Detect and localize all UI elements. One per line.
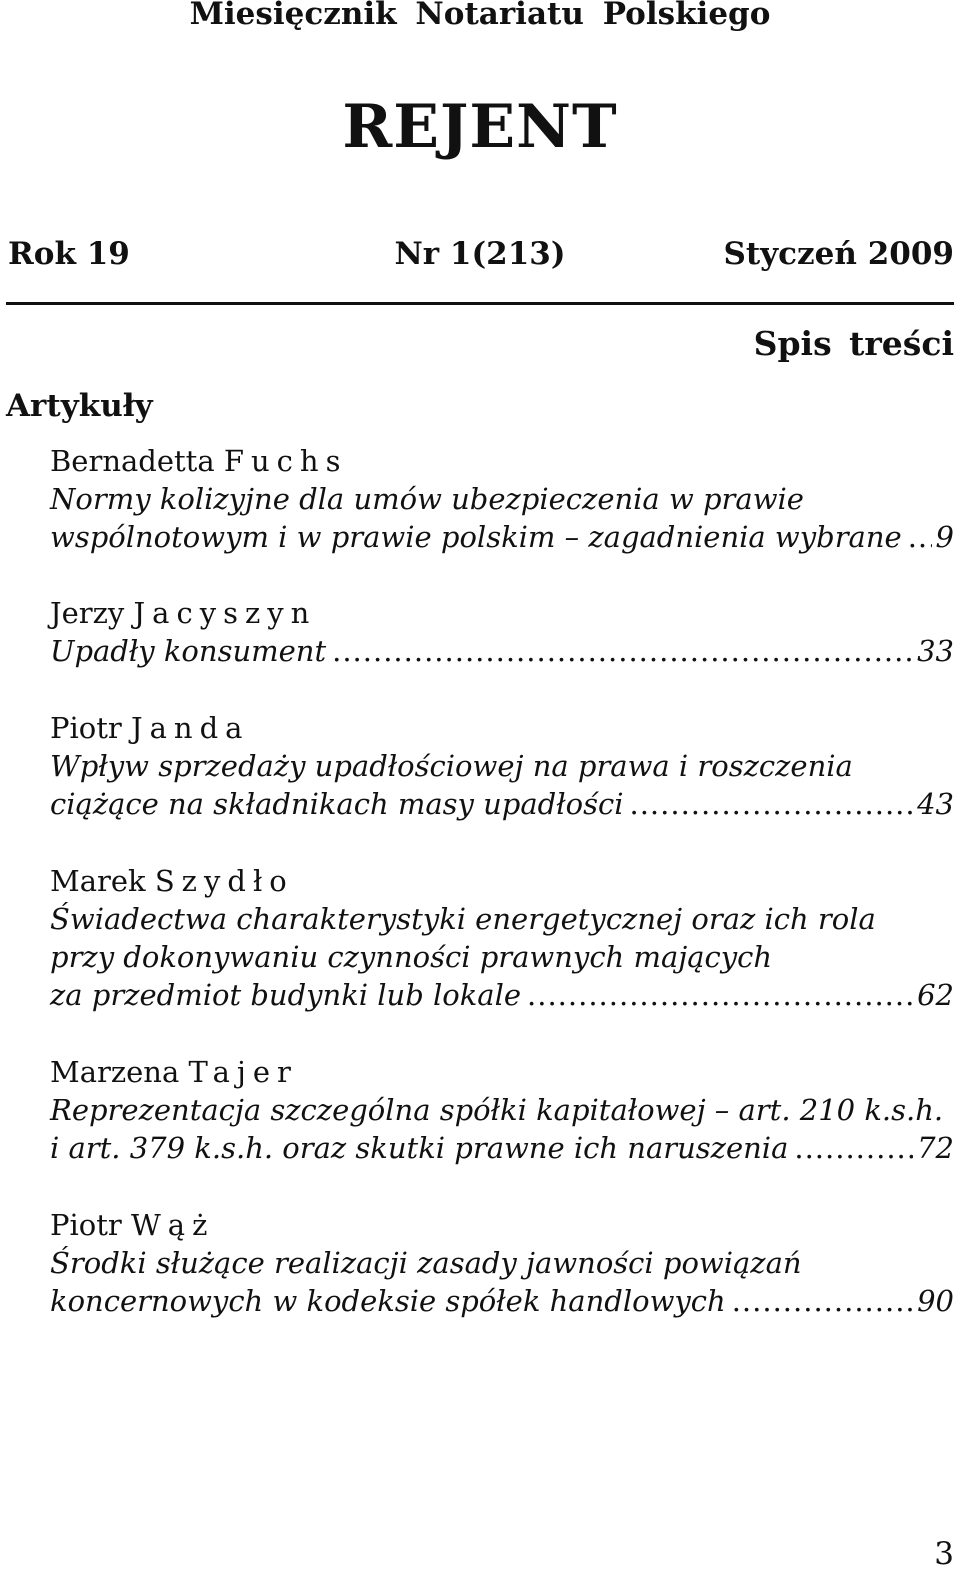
toc-entry-title-line: [50, 1284, 954, 1318]
toc-entry-author: [50, 1208, 214, 1242]
title-text: i art. 379 k.s.h. oraz skutki prawne ich naruszenia: [50, 1131, 789, 1165]
author-first-name: Marek: [50, 864, 146, 898]
author-first-name: Bernadetta: [50, 444, 215, 478]
toc-page-ref[interactable]: 33: [917, 634, 954, 668]
toc-page-ref[interactable]: 62: [917, 978, 954, 1012]
dot-leader: [629, 787, 913, 821]
toc-page-ref[interactable]: 72: [917, 1131, 954, 1165]
dot-leader: [794, 1131, 913, 1165]
title-text: ciążące na składnikach masy upadłości: [50, 787, 624, 821]
journal-name: Miesięcznik Notariatu Polskiego: [189, 0, 771, 32]
page-number: 3: [934, 1536, 954, 1572]
toc-page-ref[interactable]: 9: [935, 520, 954, 554]
dot-leader: [732, 1284, 913, 1318]
toc-entry-title-line: [50, 978, 954, 1012]
title-text: Upadły konsument: [50, 634, 327, 668]
journal-title: REJENT: [342, 92, 618, 162]
author-surname: Fuchs: [223, 444, 348, 478]
toc-entry-author: [50, 864, 294, 898]
author-surname: Jacyszyn: [133, 596, 317, 630]
dot-leader: [527, 978, 913, 1012]
author-surname: Tajer: [188, 1055, 298, 1089]
toc-heading: Spis treści: [753, 324, 954, 363]
toc-entry-title-line: Normy kolizyjne dla umów ubezpieczenia w prawie: [50, 482, 804, 516]
toc-entry-title-line: Środki służące realizacji zasady jawności powiązań: [50, 1246, 802, 1280]
toc-entry-title-line: [50, 634, 954, 668]
dot-leader: [332, 634, 913, 668]
header-divider: [6, 302, 954, 305]
toc-entry-title-line: [50, 1131, 954, 1165]
toc-entry-title-line: Wpływ sprzedaży upadłościowej na prawa i roszczenia: [50, 749, 853, 783]
author-first-name: Piotr: [50, 711, 122, 745]
author-surname: Janda: [130, 711, 250, 745]
title-text: za przedmiot budynki lub lokale: [50, 978, 522, 1012]
dot-leader: [908, 520, 932, 554]
title-text: wspólnotowym i w prawie polskim – zagadnienia wybrane: [50, 520, 902, 554]
author-first-name: Piotr: [50, 1208, 122, 1242]
toc-entry-title-line: [50, 520, 954, 554]
author-first-name: Marzena: [50, 1055, 180, 1089]
toc-entry-title-line: Świadectwa charakterystyki energetycznej oraz ich rola: [50, 902, 876, 936]
toc-page-ref[interactable]: 90: [917, 1284, 954, 1318]
toc-entry-title-line: [50, 787, 954, 821]
author-surname: Szydło: [154, 864, 294, 898]
toc-entry-author: [50, 711, 249, 745]
author-first-name: Jerzy: [50, 596, 125, 630]
toc-entry-author: [50, 1055, 298, 1089]
author-surname: Wąż: [130, 1208, 215, 1242]
toc-entry-title-line: Reprezentacja szczególna spółki kapitałowej – art. 210 k.s.h.: [50, 1093, 944, 1127]
section-heading: Artykuły: [6, 388, 153, 424]
issue-date: Styczeń 2009: [723, 236, 954, 272]
toc-page-ref[interactable]: 43: [917, 787, 954, 821]
issue-number: Nr 1(213): [394, 236, 566, 272]
title-text: koncernowych w kodeksie spółek handlowych: [50, 1284, 726, 1318]
toc-entry-author: [50, 596, 316, 630]
toc-entry-author: [50, 444, 347, 478]
issue-year: Rok 19: [8, 236, 130, 272]
toc-entry-title-line: przy dokonywaniu czynności prawnych mających: [50, 940, 773, 974]
